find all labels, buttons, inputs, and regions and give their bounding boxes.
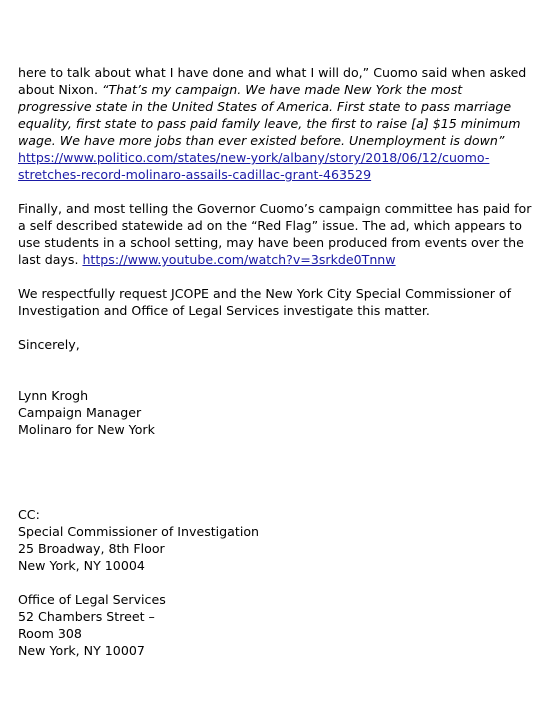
cc-recipient1-city: New York, NY 10004 <box>18 558 145 573</box>
paragraph-red-flag-ad <box>18 200 538 268</box>
cc-block-1 <box>18 506 538 574</box>
cc-recipient1-street: 25 Broadway, 8th Floor <box>18 541 165 556</box>
closing-salutation: Sincerely, <box>18 337 80 352</box>
paragraph-red-flag-ad-text: Finally, and most telling the Governor Cuomo’s campaign committee has paid for a self described statewide ad on the “Red Flag” issue. The ad, which appears to use students in a school setting, may have been produced from events over the last days. <box>18 201 532 267</box>
paragraph-cuomo-quote <box>18 64 538 183</box>
cc-recipient2-city: New York, NY 10007 <box>18 643 145 658</box>
cc-label: CC: <box>18 507 40 522</box>
paragraph-request: We respectfully request JCOPE and the New York City Special Commissioner of Investigation and Office of Legal Services investigate this matter. <box>18 286 512 318</box>
cc-recipient1-name: Special Commissioner of Investigation <box>18 524 260 539</box>
cc-block-2 <box>18 591 538 659</box>
spacer <box>18 455 538 472</box>
paragraph-cuomo-quote-text: here to talk about what I have done and what I will do,” Cuomo said when asked about Nixon. <box>18 65 527 97</box>
letter-page <box>18 64 538 659</box>
spacer <box>18 472 538 489</box>
cc-recipient2-street: 52 Chambers Street – <box>18 609 155 624</box>
cuomo-quote: “That’s my campaign. We have made New York the most progressive state in the United States of America. First state to pass marriage equality, first state to pass paid family leave, the first to raise [a] $15 minimum wage. We have more jobs than ever existed before. Unemployment is down” <box>18 82 521 148</box>
spacer <box>18 370 538 387</box>
politico-link-line1: https://www.politico.com/states/new-york/albany/story/2018/06/12/cuomo- <box>18 150 490 165</box>
signature-name: Lynn Krogh <box>18 388 89 403</box>
signature-block <box>18 387 538 438</box>
youtube-link[interactable]: https://www.youtube.com/watch?v=3srkde0Tnnw <box>82 252 396 267</box>
cc-recipient2-room: Room 308 <box>18 626 82 641</box>
politico-link-line2: stretches-record-molinaro-assails-cadillac-grant-463529 <box>18 167 372 182</box>
signature-title: Campaign Manager <box>18 405 142 420</box>
politico-link[interactable] <box>18 150 489 182</box>
cc-recipient2-name: Office of Legal Services <box>18 592 166 607</box>
signature-organization: Molinaro for New York <box>18 422 155 437</box>
spacer <box>18 489 538 506</box>
